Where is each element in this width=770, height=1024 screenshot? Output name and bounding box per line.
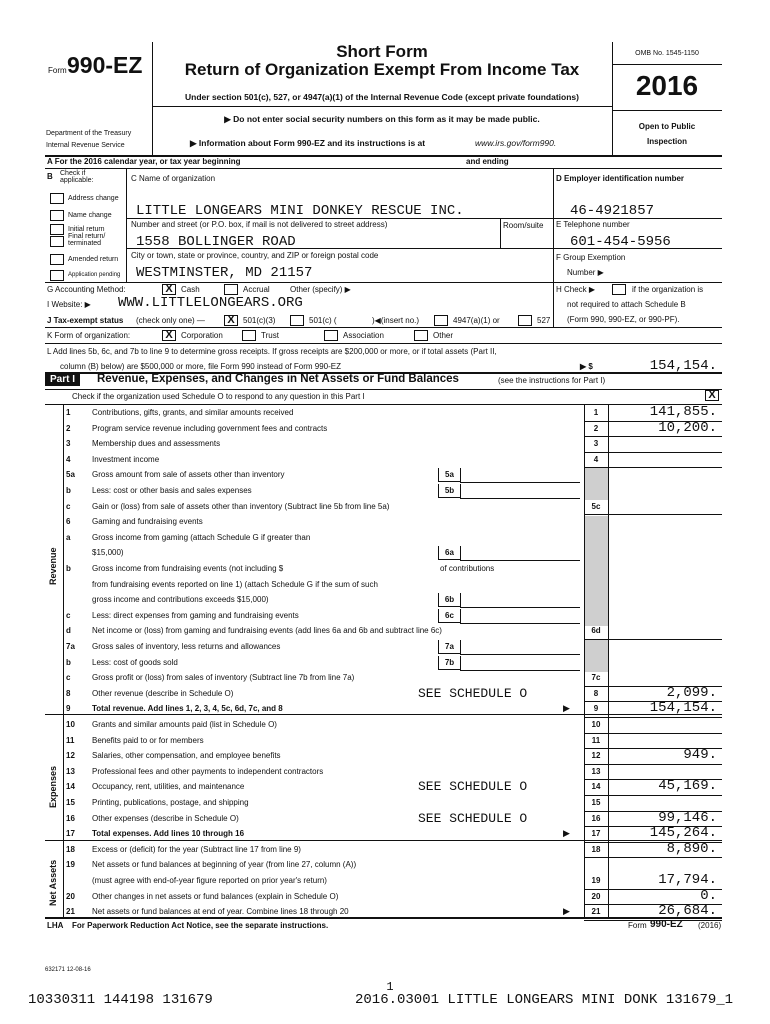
line-number: 19 [66, 860, 75, 870]
initial-return-checkbox[interactable] [50, 224, 64, 235]
inner-amount-field[interactable] [460, 498, 580, 499]
line-description: Gross profit or (loss) from sales of inventory (Subtract line 7b from line 7a) [92, 673, 355, 683]
line-amount[interactable]: 17,794. [658, 872, 717, 888]
footer-year: (2016) [698, 921, 722, 930]
schedule-o-reference: SEE SCHEDULE O [418, 810, 528, 826]
box-number: 16 [591, 813, 601, 823]
inner-box-divider [460, 593, 461, 607]
cash-checkbox[interactable]: X [162, 284, 176, 295]
527-label: 527 [537, 316, 551, 325]
amended-return-checkbox[interactable] [50, 254, 64, 265]
line-description: Benefits paid to or for members [92, 735, 204, 745]
part1-title: Revenue, Expenses, and Changes in Net Assets or Fund Balances [97, 373, 459, 385]
inner-box-divider [460, 468, 461, 482]
j-check-only: (check only one) — [136, 316, 205, 325]
amended-return-label: Amended return [68, 256, 119, 263]
line-number: 3 [66, 439, 71, 449]
inner-box-divider [460, 656, 461, 670]
website[interactable]: WWW.LITTLELONGEARS.ORG [118, 295, 303, 311]
line-description: Membership dues and assessments [92, 439, 221, 449]
line-number: b [66, 486, 71, 495]
lha-label: LHA [47, 921, 64, 930]
row-divider [584, 436, 722, 437]
line-number: d [66, 626, 71, 636]
line-description: Excess or (deficit) for the year (Subtract line 17 from line 9) [92, 844, 301, 854]
final-return-checkbox[interactable] [50, 236, 64, 247]
inner-box-divider [460, 546, 461, 560]
trust-label: Trust [261, 331, 279, 340]
trust-checkbox[interactable] [242, 330, 256, 341]
box-number: 9 [593, 704, 599, 714]
initial-return-label: Initial return [68, 226, 105, 233]
line-number: 17 [66, 829, 75, 839]
city-state-zip[interactable]: WESTMINSTER, MD 21157 [136, 265, 313, 281]
line-description: from fundraising events reported on line 1) (attach Schedule G if the sum of such [92, 579, 378, 589]
inner-amount-field[interactable] [460, 670, 580, 671]
row-divider [584, 764, 722, 765]
dept-irs: Internal Revenue Service [46, 142, 125, 149]
application-pending-label: Application pending [68, 272, 121, 278]
box-number: 21 [591, 907, 601, 917]
inner-box-divider [460, 609, 461, 623]
dept-treasury: Department of the Treasury [46, 130, 132, 137]
tax-year: 2016 [635, 70, 699, 101]
row-divider [584, 733, 722, 734]
501c-label: 501(c) ( [309, 316, 337, 325]
501c3-checkbox[interactable]: X [224, 315, 238, 326]
line-number: a [66, 532, 71, 542]
box-number: 11 [591, 735, 601, 745]
open-public-1: Open to Public [638, 122, 696, 131]
line-description: Total revenue. Add lines 1, 2, 3, 4, 5c, 6d, 7c, and 8 [92, 704, 283, 714]
omb-number: OMB No. 1545-1150 [635, 50, 699, 57]
open-public-2: Inspection [646, 137, 687, 146]
final-return-label: Final return/ terminated [68, 233, 106, 247]
l-arrow: ▶ $ [580, 362, 593, 371]
application-pending-checkbox[interactable] [50, 270, 64, 281]
address-change-label: Address change [68, 195, 119, 202]
line-description: Program service revenue including government fees and contracts [92, 423, 328, 433]
line-amount[interactable]: 2,099. [666, 684, 717, 701]
line-arrow: ▶ [563, 828, 570, 839]
row-divider [584, 639, 722, 640]
bottom-left-code: 10330311 144198 131679 [28, 992, 213, 1008]
box-number: 17 [591, 829, 601, 839]
form-number: 990-EZ [67, 52, 143, 78]
part1-tag: Part I [45, 373, 80, 386]
inner-box-label: 7a [438, 640, 460, 654]
line-description: Other expenses (describe in Schedule O) [92, 813, 239, 823]
gross-receipts[interactable]: 154,154. [649, 358, 717, 374]
box-number: 18 [591, 844, 601, 854]
inner-amount-field[interactable] [460, 607, 580, 608]
l-text-2: column (B) below) are $500,000 or more, file Form 990 instead of Form 990-EZ [60, 362, 342, 371]
501c3-label: 501(c)(3) [243, 316, 276, 325]
part1-see: (see the instructions for Part I) [498, 376, 606, 385]
schedule-b-checkbox[interactable] [612, 284, 626, 295]
org-name[interactable]: LITTLE LONGEARS MINI DONKEY RESCUE INC. [136, 203, 464, 219]
form-label: Form [48, 66, 67, 75]
line-description: Investment income [92, 454, 160, 464]
box-number: 6d [591, 626, 601, 636]
line-amount[interactable]: 8,890. [666, 840, 717, 857]
revenue-side-label: Revenue [48, 547, 58, 585]
inner-box-label: 5b [438, 484, 460, 498]
line-description: Net income or (loss) from gaming and fundraising events (add lines 6a and 6b and subtract line 6c) [92, 626, 442, 636]
row-divider [584, 717, 722, 718]
line-number: 1 [66, 408, 71, 417]
line-description: Less: direct expenses from gaming and fundraising events [92, 610, 299, 620]
line-arrow: ▶ [563, 703, 570, 714]
4947-checkbox[interactable] [434, 315, 448, 326]
box-number: 2 [593, 423, 599, 433]
line-description: Printing, publications, postage, and shipping [92, 798, 249, 807]
line-description: Gross amount from sale of assets other than inventory [92, 470, 285, 480]
inner-amount-field[interactable] [460, 560, 580, 561]
d-label: D Employer identification number [556, 174, 685, 183]
h-text-1: if the organization is [632, 285, 704, 294]
line-number: 11 [66, 735, 75, 745]
and-ending: and ending [466, 157, 509, 166]
name-change-checkbox[interactable] [50, 210, 64, 221]
inner-box-label: 7b [438, 656, 460, 670]
line-number: c [66, 501, 71, 511]
box-number: 12 [591, 751, 601, 761]
association-checkbox[interactable] [324, 330, 338, 341]
inner-box-divider [460, 484, 461, 498]
line-number: 8 [66, 688, 71, 698]
notice-info: ▶ Information about Form 990-EZ and its instructions is at [190, 138, 426, 148]
title-line2: Return of Organization Exempt From Income Tax [184, 60, 580, 79]
inner-amount-field[interactable] [460, 482, 580, 483]
line-amount[interactable]: 949. [683, 747, 717, 764]
line-description: Other revenue (describe in Schedule O) [92, 688, 234, 698]
line-description: Total expenses. Add lines 10 through 16 [92, 829, 245, 839]
insert-no-label: )◀(insert no.) [372, 316, 420, 325]
name-change-label: Name change [68, 212, 112, 219]
line-amount[interactable]: 154,154. [649, 700, 717, 717]
line-number: b [66, 657, 71, 667]
line-arrow: ▶ [563, 906, 570, 917]
line-description: Other changes in net assets or fund balances (explain in Schedule O) [92, 891, 339, 901]
box-number: 13 [591, 766, 601, 776]
line-description: Occupancy, rent, utilities, and maintenance [92, 782, 245, 792]
line-amount[interactable]: 145,264. [649, 825, 717, 842]
line-extra-text: of contributions [440, 564, 495, 573]
irs-url[interactable]: www.irs.gov/form990. [475, 138, 557, 148]
c-label: C Name of organization [131, 174, 216, 183]
inner-amount-field[interactable] [460, 654, 580, 655]
line-description: $15,000) [92, 548, 124, 558]
line-description: gross income and contributions exceeds $15,000) [92, 595, 269, 605]
line-number: 21 [66, 907, 75, 917]
e-label: E Telephone number [556, 220, 630, 229]
corporation-label: Corporation [181, 331, 223, 340]
corporation-checkbox[interactable]: X [162, 330, 176, 341]
line-description: Gain or (loss) from sale of assets other than inventory (Subtract line 5b from line 5a) [92, 501, 390, 511]
line-number: 6 [66, 517, 71, 527]
inner-box-label: 6c [438, 609, 460, 623]
b-label: B [47, 172, 53, 181]
line-number: 12 [66, 751, 75, 761]
line-amount[interactable]: 26,684. [658, 903, 717, 920]
line-description: Contributions, gifts, grants, and similar amounts received [92, 408, 294, 417]
line-amount[interactable]: 0. [700, 887, 717, 904]
line-number: 5a [66, 470, 75, 480]
paperwork-notice: For Paperwork Reduction Act Notice, see the separate instructions. [72, 921, 329, 930]
title-line1: Short Form [336, 42, 428, 61]
527-checkbox[interactable] [518, 315, 532, 326]
line-number: 14 [66, 782, 75, 792]
row-divider [584, 857, 722, 858]
ein-value[interactable]: 46-4921857 [570, 203, 655, 219]
row-divider [584, 795, 722, 796]
l-text-1: L Add lines 5b, 6c, and 7b to line 9 to determine gross receipts. If gross receipts are $200,000 or more, or if total assets (Part II, [47, 347, 497, 356]
inner-amount-field[interactable] [460, 623, 580, 624]
bottom-right-code: 2016.03001 LITTLE LONGEARS MINI DONK 131679_1 [355, 992, 734, 1008]
line-number: b [66, 564, 71, 573]
address-change-checkbox[interactable] [50, 193, 64, 204]
accrual-checkbox[interactable] [224, 284, 238, 295]
box-number: 7c [591, 673, 601, 683]
line-number: 20 [66, 891, 75, 901]
schedule-o-checkbox[interactable]: X [705, 390, 719, 401]
4947-label: 4947(a)(1) or [453, 316, 500, 325]
street-label: Number and street (or P.O. box, if mail is not delivered to street address) [131, 220, 388, 229]
g-label: G Accounting Method: [47, 285, 126, 294]
line-description: Net assets or fund balances at end of year. Combine lines 18 through 20 [92, 907, 349, 917]
association-label: Association [343, 331, 384, 340]
net-assets-side-label: Net Assets [48, 859, 58, 906]
inner-box-label: 5a [438, 468, 460, 482]
f-number-label: Number ▶ [567, 268, 604, 277]
other-org-label: Other [433, 331, 454, 340]
form-code: 632171 12-08-16 [45, 967, 91, 973]
k-label: K Form of organization: [47, 331, 131, 340]
row-divider [584, 467, 722, 468]
line-description: Salaries, other compensation, and employee benefits [92, 751, 281, 761]
line-description: Less: cost of goods sold [92, 657, 178, 667]
expenses-side-label: Expenses [48, 765, 58, 808]
row-divider [584, 514, 722, 515]
box-number: 1 [593, 408, 599, 417]
line-number: 9 [66, 704, 71, 714]
line-amount[interactable]: 45,169. [658, 778, 717, 795]
line-number: 13 [66, 766, 75, 776]
box-number: 20 [591, 891, 601, 901]
line-number: 16 [66, 813, 75, 823]
footer-form-label: Form [628, 921, 647, 930]
line-description: Net assets or fund balances at beginning of year (from line 27, column (A)) [92, 860, 357, 870]
line-amount[interactable]: 99,146. [658, 809, 717, 826]
h-text-2: not required to attach Schedule B [567, 300, 686, 309]
line-number: 2 [66, 423, 71, 433]
box-number: 5c [591, 501, 601, 511]
line-number: 15 [66, 798, 75, 807]
box-number: 10 [591, 720, 601, 729]
line-description: Gross income from gaming (attach Schedule G if greater than [92, 532, 311, 542]
line-number: c [66, 610, 71, 620]
line-description: Gross sales of inventory, less returns and allowances [92, 642, 281, 651]
line-number: 18 [66, 844, 75, 854]
line-a: A For the 2016 calendar year, or tax year beginning [47, 157, 241, 166]
j-label: J Tax-exempt status [47, 316, 124, 325]
line-description: Gross income from fundraising events (not including $ [92, 564, 284, 573]
b-check-label: Check if applicable: [60, 170, 94, 184]
line-amount[interactable]: 141,855. [649, 404, 717, 420]
inner-box-label: 6b [438, 593, 460, 607]
accrual-label: Accrual [243, 285, 270, 294]
line-number: 10 [66, 720, 75, 729]
501c-checkbox[interactable] [290, 315, 304, 326]
line-description: Grants and similar amounts paid (list in Schedule O) [92, 720, 277, 729]
box-number: 3 [593, 439, 599, 449]
line-description: Less: cost or other basis and sales expenses [92, 486, 252, 495]
f-label: F Group Exemption [556, 253, 626, 262]
cash-label: Cash [181, 285, 200, 294]
other-org-checkbox[interactable] [414, 330, 428, 341]
subtitle: Under section 501(c), 527, or 4947(a)(1) of the Internal Revenue Code (except private foundations) [185, 92, 579, 102]
line-number: 7a [66, 642, 75, 651]
line-description: Gaming and fundraising events [92, 517, 203, 527]
line-description: Professional fees and other payments to independent contractors [92, 766, 324, 776]
box-number: 4 [593, 454, 599, 464]
line-description: (must agree with end-of-year figure reported on prior year's return) [92, 876, 327, 885]
footer-form-number: 990-EZ [650, 919, 683, 930]
street-address[interactable]: 1558 BOLLINGER ROAD [136, 234, 296, 250]
schedule-o-reference: SEE SCHEDULE O [418, 685, 528, 701]
h-label: H Check ▶ [556, 285, 596, 294]
box-number: 14 [591, 782, 601, 792]
box-number: 15 [591, 798, 601, 807]
h-text-3: (Form 990, 990-EZ, or 990-PF). [567, 315, 680, 324]
other-method-label: Other (specify) ▶ [290, 285, 351, 294]
line-number: c [66, 673, 71, 683]
line-number: 4 [66, 454, 71, 464]
box-number: 8 [593, 688, 599, 698]
inner-box-divider [460, 640, 461, 654]
notice-ssn: ▶ Do not enter social security numbers on this form as it may be made public. [224, 114, 540, 124]
schedule-o-check-text: Check if the organization used Schedule O to respond to any question in this Part I [72, 392, 365, 401]
schedule-o-reference: SEE SCHEDULE O [418, 779, 528, 795]
city-label: City or town, state or province, country, and ZIP or foreign postal code [131, 251, 379, 260]
room-suite-label: Room/suite [503, 221, 544, 230]
i-label: I Website: ▶ [47, 300, 91, 309]
row-divider [584, 452, 722, 453]
inner-box-label: 6a [438, 546, 460, 560]
box-number: 19 [591, 876, 601, 885]
phone-value[interactable]: 601-454-5956 [570, 234, 671, 250]
page-number: 1 [386, 980, 394, 994]
line-amount[interactable]: 10,200. [658, 419, 717, 436]
